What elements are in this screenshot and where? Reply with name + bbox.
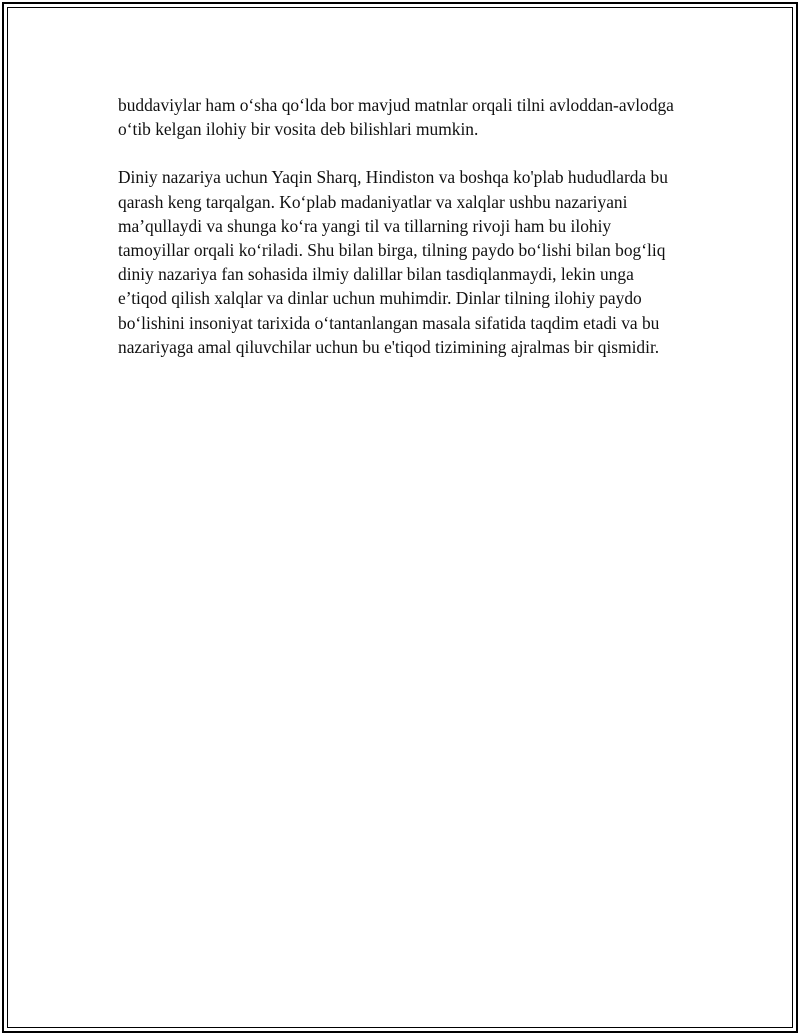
- paragraph-1: buddaviylar ham o‘sha qo‘lda bor mavjud matnlar orqali tilni avloddan-avlodga o‘tib kelgan ilohiy bir vosita deb bilishlari mumkin.: [118, 95, 674, 140]
- paragraph-2: Diniy nazariya uchun Yaqin Sharq, Hindiston va boshqa ko'plab hududlarda bu qarash keng tarqalgan. Ko‘plab madaniyatlar va xalqlar ushbu nazariyani ma’qullaydi va shunga ko‘ra yangi til va tillarning rivoji ham bu ilohiy tamoyillar orqali ko‘riladi. Shu bilan birga, tilning paydo bo‘lishi bilan bog‘liq diniy nazariya fan sohasida ilmiy dalillar bilan tasdiqlanmaydi, lekin unga e’tiqod qilish xalqlar va dinlar uchun muhimdir. Dinlar tilning ilohiy paydo bo‘lishini insoniyat tarixida o‘tantanlangan masala sifatida taqdim etadi va bu nazariyaga amal qiluvchilar uchun bu e'tiqod tizimining ajralmas bir qismidir.: [118, 167, 668, 357]
- document-body: [118, 93, 683, 383]
